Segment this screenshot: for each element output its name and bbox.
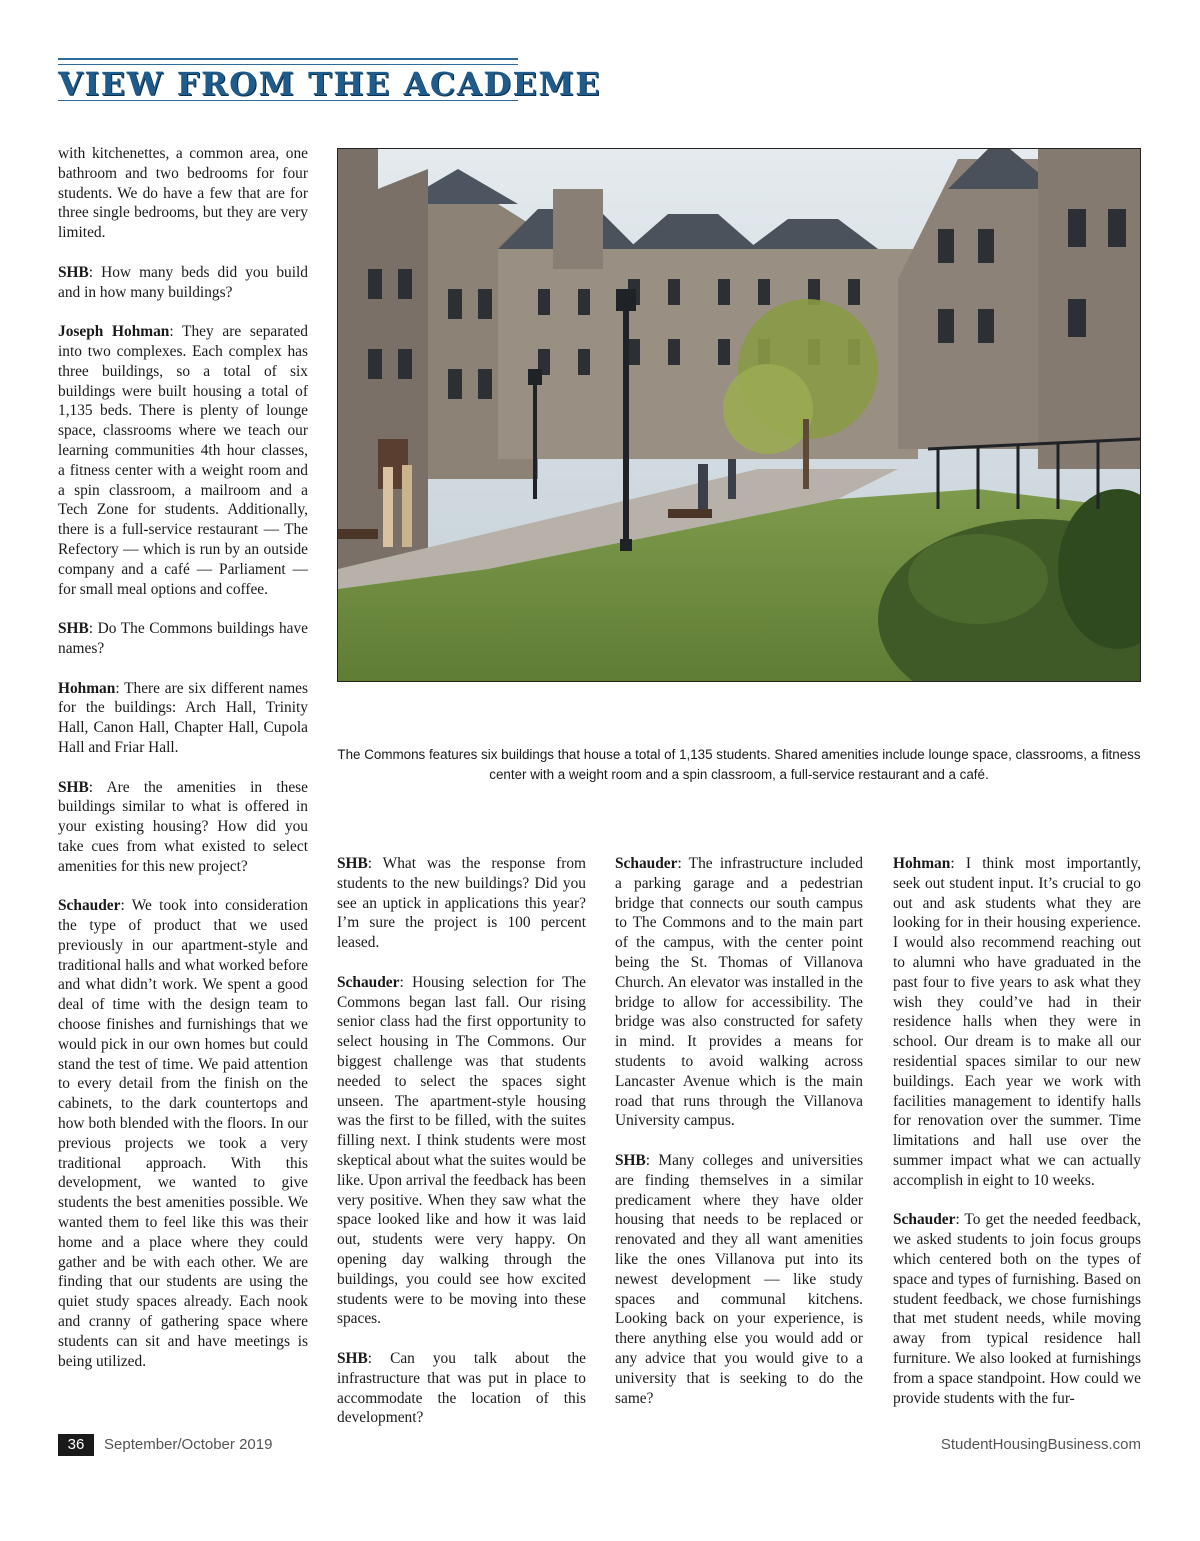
column-3 (615, 854, 863, 1408)
paragraph-text: : How many beds did you build and in how many buildings? (58, 263, 308, 301)
paragraph-text: with kitchenettes, a common area, one bathroom and two bedrooms for four students. We do have a few that are for three single bedrooms, but they are very limited. (58, 145, 308, 242)
paragraph-text: : Can you talk about the infrastructure that was put in place to accommodate the location of this development? (337, 1349, 586, 1427)
paragraph (58, 896, 308, 1371)
paragraph-text: : We took into consideration the type of product that we used previously in our apartment-style and traditional halls and what worked before and what didn’t work. We spent a good deal of time with the design team to choose finishes and furnishings that we would pick in our own homes but could stand the test of time. We paid attention to every detail from the finish on the cabinets, to the dark countertops and how both blended with the floors. In our previous projects we took a very traditional approach. With this development, we wanted to give students the best amenities possible. We wanted them to feel like this was their home and a place where they could gather and be with each other. We are finding that our students are using the quiet study spaces already. Each nook and cranny of gathering space where students can sit and have meetings is being utilized. (58, 897, 308, 1370)
speaker-name: SHB (615, 1151, 646, 1169)
speaker-name: Joseph Hohman (58, 323, 170, 341)
speaker-name: Hohman (58, 679, 116, 697)
paragraph-text: : The infrastructure included a parking garage and a pedestrian bridge that connects our south campus to The Commons and to the main part of the campus, with the center point being the St. Thomas of Villanova Church. An elevator was installed in the bridge to allow for accessibility. The bridge was also constructed for safety in mind. It provides a means for students to avoid walking across Lancaster Avenue which is the main road that runs through the Villanova University campus. (615, 855, 863, 1130)
paragraph (58, 619, 308, 659)
left-column (58, 144, 308, 1371)
speaker-name: SHB (58, 263, 89, 281)
speaker-name: Schauder (337, 973, 400, 991)
paragraph-text: : I think most importantly, seek out student input. It’s crucial to go out and ask students what they are looking for in their housing experience. I would also recommend reaching out to alumni who have graduated in the past four to five years to ask what they wish they could’ve had in their residence halls when they were in school. Our dream is to make all our residential spaces similar to our new buildings. Each year we work with facilities management to identify halls for renovation over the summer. Time limitations and hall use over the summer impact what we can actually accomplish in eight to 10 weeks. (893, 855, 1141, 1189)
speaker-name: SHB (337, 855, 368, 872)
photo-caption: The Commons features six buildings that house a total of 1,135 students. Shared amenities include lounge space, classrooms, a fitness center with a weight room and a spin classroom, a full-service restaurant and a café. (337, 747, 1141, 782)
speaker-name: SHB (58, 620, 89, 638)
speaker-name: Schauder (615, 855, 678, 872)
speaker-name: Schauder (58, 897, 121, 915)
paragraph-text: : To get the needed feedback, we asked students to join focus groups which centered both on the types of space and types of furnishing. Based on student feedback, we chose furnishings that met student needs, while moving away from typical residence hall furniture. We also looked at furnishings from a space standpoint. How could we provide students with the fur- (893, 1211, 1141, 1407)
article-photo (337, 148, 1141, 682)
paragraph (58, 778, 308, 877)
speaker-name: Hohman (893, 855, 951, 872)
paragraph (337, 854, 586, 953)
paragraph-text: : What was the response from students to the new buildings? Did you see an uptick in applications this year? I’m sure the project is 100 percent leased. (337, 855, 586, 952)
paragraph (615, 854, 863, 1131)
paragraph-text: : Many colleges and universities are finding themselves in a similar predicament where they have older housing that needs to be replaced or renovated and they all want amenities like the ones Villanova put into its newest development — like study spaces and communal kitchens. Looking back on your experience, is there anything else you would add or any advice that you would give to a university that is seeking to do the same? (615, 1151, 863, 1407)
issue-date: September/October 2019 (104, 1436, 273, 1453)
paragraph (893, 854, 1141, 1191)
paragraph-text: : Do The Commons buildings have names? (58, 620, 308, 657)
website-url: StudentHousingBusiness.com (940, 1436, 1141, 1453)
speaker-name: SHB (337, 1349, 368, 1367)
paragraph-text: : They are separated into two complexes. Each complex has three buildings, so a total of six buildings were built housing a total of 1,135 beds. There is plenty of lounge space, classrooms where we teach our learning communities 4th hour classes, a fitness center with a weight room and a spin classroom, a mailroom and a Tech Zone for students. Additionally, there is a full-service restaurant — The Refectory — which is run by an outside company and a café — Parliament — for small meal options and coffee. (58, 323, 308, 598)
paragraph-text: : There are six different names for the buildings: Arch Hall, Trinity Hall, Canon Hall, Chapter Hall, Cupola Hall and Friar Hall. (58, 679, 308, 756)
column-4 (893, 854, 1141, 1408)
paragraph (337, 1349, 586, 1428)
paragraph (337, 973, 586, 1329)
paragraph-text: : Housing selection for The Commons began last fall. Our rising senior class had the first opportunity to select housing in The Commons. Our biggest challenge was that students needed to select the spaces sight unseen. The apartment-style housing was the first to be filled, with the suites filling next. I think students were most skeptical about what the suites would be like. Upon arrival the feedback has been very positive. When they saw what the space looked like and how it was laid out, students were very happy. On opening day walking through the buildings, you could see how excited students were to be moving into these spaces. (337, 973, 586, 1328)
header-rule-top (58, 58, 518, 60)
paragraph (58, 679, 308, 758)
campus-courtyard-illustration (338, 149, 1140, 681)
paragraph (58, 144, 308, 243)
column-2 (337, 854, 586, 1428)
paragraph (58, 322, 308, 599)
speaker-name: SHB (58, 778, 89, 796)
speaker-name: Schauder (893, 1211, 956, 1229)
paragraph (615, 1151, 863, 1408)
page-number: 36 (58, 1434, 94, 1456)
section-title: VIEW FROM THE ACADEME (58, 65, 602, 103)
paragraph-text: : Are the amenities in these buildings similar to what is offered in your existing housing? How did you take cues from what existed to select amenities for this new project? (58, 778, 308, 875)
header-rule-bottom (58, 100, 518, 101)
paragraph (893, 1210, 1141, 1408)
paragraph (58, 263, 308, 303)
